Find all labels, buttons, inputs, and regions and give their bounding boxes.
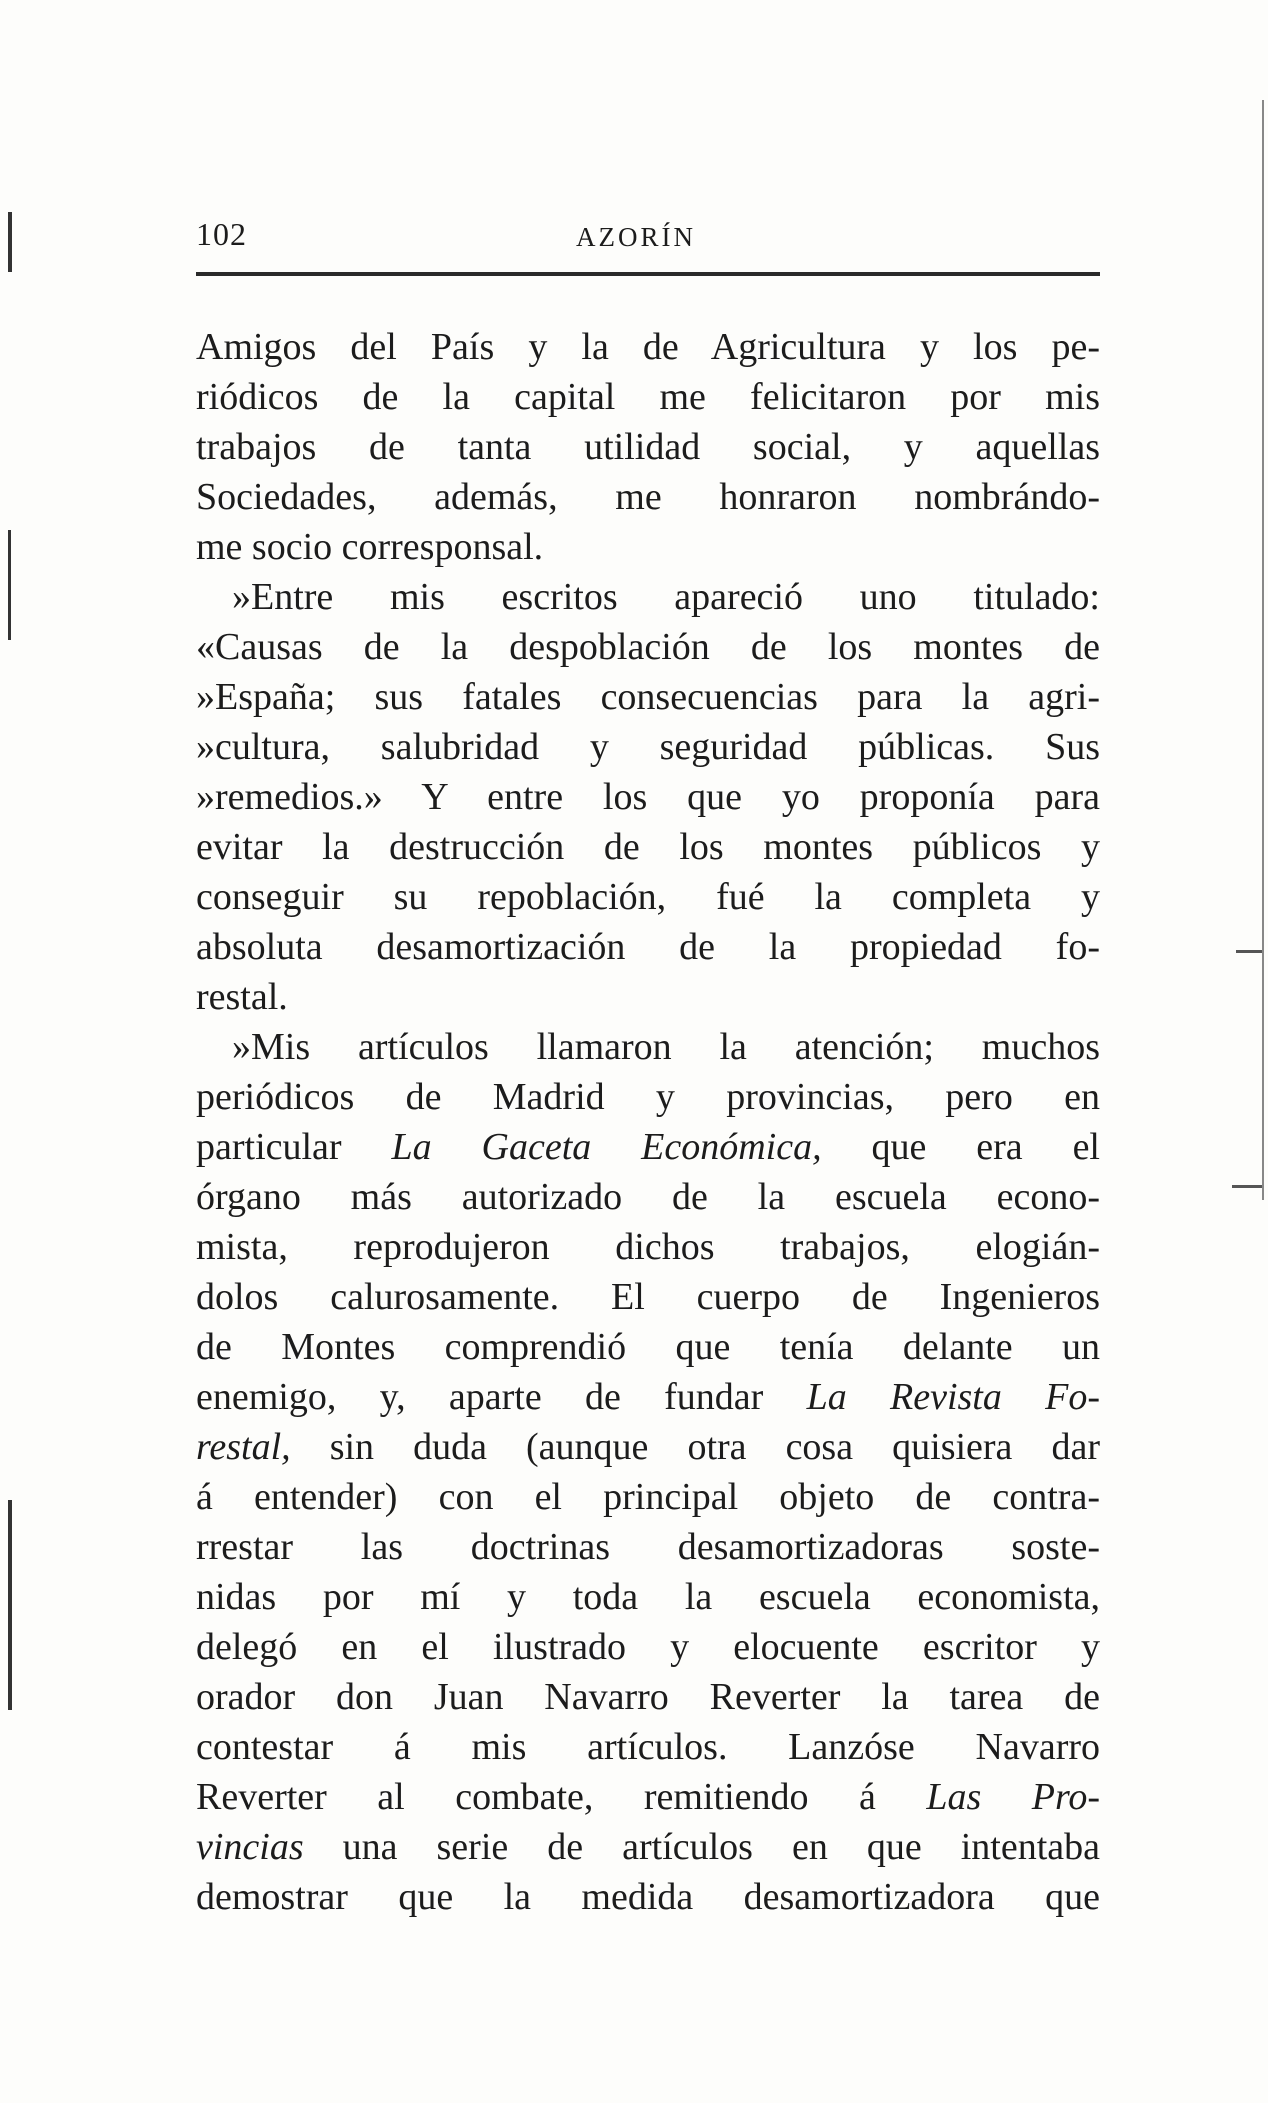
text-line (196, 622, 1100, 672)
text-segment: dolos calurosamente. El cuerpo de Ingenieros (196, 1276, 1100, 1318)
text-line (196, 422, 1100, 472)
text-segment: que era el (821, 1126, 1100, 1168)
text-segment: sin duda (aunque otra cosa quisiera dar (290, 1426, 1100, 1468)
text-segment: evitar la destrucción de los montes públicos y (196, 826, 1100, 868)
text-segment: demostrar que la medida desamortizadora que (196, 1876, 1100, 1918)
text-line (196, 1272, 1100, 1322)
text-line (196, 1072, 1100, 1122)
text-segment: á entender) con el principal objeto de contra- (196, 1476, 1100, 1518)
text-line (196, 372, 1100, 422)
text-line (196, 1672, 1100, 1722)
text-line (196, 722, 1100, 772)
text-line (196, 1222, 1100, 1272)
scan-edge-mark (8, 530, 11, 640)
text-segment: conseguir su repoblación, fué la completa y (196, 876, 1100, 918)
text-segment: particular (196, 1126, 392, 1168)
italic-title: La Gaceta Económica, (391, 1126, 822, 1168)
body-text (196, 322, 1100, 1922)
text-line (196, 922, 1100, 972)
italic-title: La Revista Fo- (806, 1376, 1100, 1418)
text-segment: »remedios.» Y entre los que yo proponía para (196, 776, 1100, 818)
italic-title: vincias (196, 1826, 304, 1868)
italic-title: Las Pro- (926, 1776, 1100, 1818)
text-line (196, 1122, 1100, 1172)
text-line (196, 1622, 1100, 1672)
text-line (196, 472, 1100, 522)
text-segment: rrestar las doctrinas desamortizadoras soste- (196, 1526, 1100, 1568)
text-segment: una serie de artículos en que intentaba (303, 1826, 1100, 1868)
text-line (196, 772, 1100, 822)
scan-edge-mark (1262, 100, 1264, 1200)
text-line (196, 672, 1100, 722)
text-segment: »Entre mis escritos apareció uno titulado: (232, 576, 1100, 618)
text-line (196, 1722, 1100, 1772)
text-line (196, 1472, 1100, 1522)
text-line (196, 572, 1100, 622)
text-segment: me socio corresponsal. (196, 526, 544, 568)
text-line (196, 522, 1100, 572)
text-line (196, 322, 1100, 372)
italic-title: restal, (196, 1426, 291, 1468)
text-segment: nidas por mí y toda la escuela economista, (196, 1576, 1100, 1618)
text-segment: órgano más autorizado de la escuela econo- (196, 1176, 1100, 1218)
text-segment: »España; sus fatales consecuencias para la agri- (196, 676, 1100, 718)
text-segment: restal. (196, 976, 288, 1018)
scan-edge-mark (1236, 950, 1262, 953)
header-rule (196, 272, 1100, 276)
text-line (196, 1322, 1100, 1372)
text-segment: Sociedades, además, me honraron nombrándo- (196, 476, 1100, 518)
text-segment: Reverter al combate, remitiendo á (196, 1776, 927, 1818)
text-segment: »Mis artículos llamaron la atención; muchos (232, 1026, 1100, 1068)
text-segment: de Montes comprendió que tenía delante un (196, 1326, 1100, 1368)
text-segment: trabajos de tanta utilidad social, y aquellas (196, 426, 1100, 468)
scan-edge-mark (8, 212, 12, 272)
text-segment: «Causas de la despoblación de los montes de (196, 626, 1100, 668)
text-line (196, 1822, 1100, 1872)
scan-edge-mark (8, 1500, 12, 1710)
text-segment: periódicos de Madrid y provincias, pero en (196, 1076, 1100, 1118)
text-line (196, 1372, 1100, 1422)
text-segment: »cultura, salubridad y seguridad públicas. Sus (196, 726, 1100, 768)
text-line (196, 972, 1100, 1022)
text-segment: delegó en el ilustrado y elocuente escritor y (196, 1626, 1100, 1668)
text-segment: riódicos de la capital me felicitaron por mis (196, 376, 1100, 418)
text-segment: orador don Juan Navarro Reverter la tarea de (196, 1676, 1100, 1718)
text-segment: mista, reprodujeron dichos trabajos, elogián- (196, 1226, 1100, 1268)
text-segment: absoluta desamortización de la propiedad fo- (196, 926, 1100, 968)
text-line (196, 1022, 1100, 1072)
text-line (196, 1172, 1100, 1222)
text-line (196, 1872, 1100, 1922)
text-line (196, 822, 1100, 872)
page-header (196, 212, 1096, 262)
text-segment: contestar á mis artículos. Lanzóse Navarro (196, 1726, 1100, 1768)
page-number: 102 (196, 216, 247, 252)
text-line (196, 1772, 1100, 1822)
text-line (196, 1522, 1100, 1572)
text-segment: Amigos del País y la de Agricultura y los pe- (196, 326, 1100, 368)
scan-edge-mark (1232, 1185, 1262, 1188)
running-title: AZORÍN (576, 222, 696, 252)
text-line (196, 1572, 1100, 1622)
text-line (196, 1422, 1100, 1472)
text-segment: enemigo, y, aparte de fundar (196, 1376, 807, 1418)
text-line (196, 872, 1100, 922)
